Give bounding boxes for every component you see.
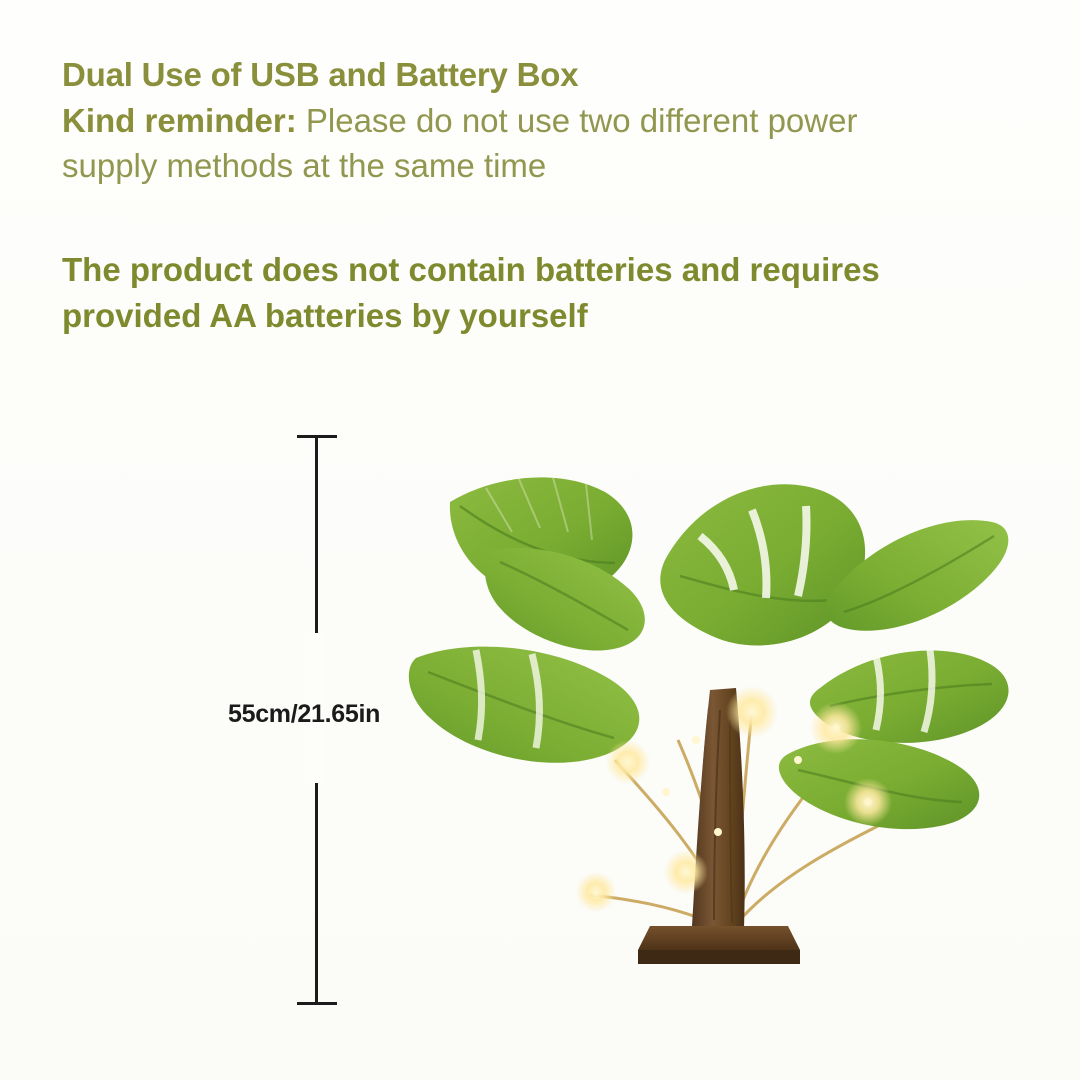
text-block	[62, 52, 1042, 340]
size-label: 55cm/21.65in	[228, 700, 381, 728]
kind-reminder-line	[62, 98, 942, 189]
headline-batteries-required: The product does not contain batteries and requires provided AA batteries by yourself	[62, 250, 880, 335]
base-stand	[638, 926, 800, 964]
product-image-palm-tree-lamp	[400, 440, 1040, 1000]
headline-usb-battery: Dual Use of USB and Battery Box	[62, 56, 579, 93]
kind-reminder-label: Kind reminder:	[62, 101, 297, 139]
ruler-cap-bottom	[297, 1002, 337, 1005]
kind-reminder-text: Please do not use two different power supply methods at the same time	[62, 101, 858, 185]
text-spacer	[62, 189, 1042, 247]
palm-tree-lamp-svg	[400, 440, 1040, 1000]
leaf-lower-left	[409, 647, 639, 763]
